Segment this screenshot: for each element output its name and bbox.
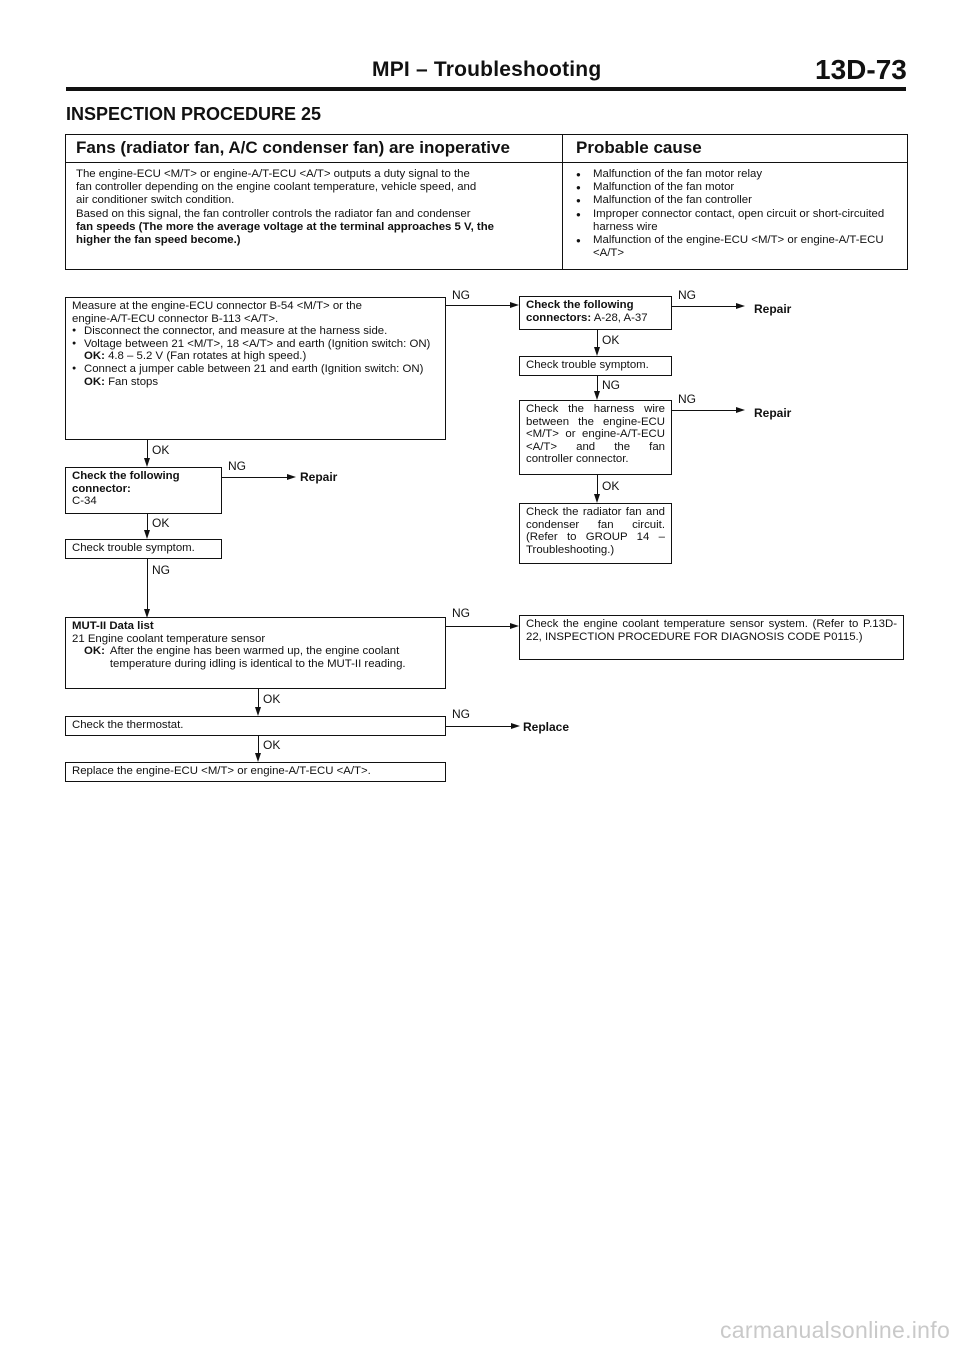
check-symptom-right-box bbox=[519, 356, 672, 376]
arrow-down-icon bbox=[594, 347, 600, 356]
table-header-rule bbox=[66, 162, 907, 163]
connector-line bbox=[258, 689, 259, 708]
measure-step: ● Voltage between 21 <M/T>, 18 <A/T> and earth (Ignition switch: ON) bbox=[72, 338, 439, 351]
check-radiator-box bbox=[519, 503, 672, 564]
check-title: Check the following bbox=[526, 299, 634, 311]
connector-line bbox=[446, 726, 511, 727]
procedure-title: INSPECTION PROCEDURE 25 bbox=[66, 104, 322, 124]
repair-label: Repair bbox=[754, 302, 792, 316]
arrow-right-icon bbox=[736, 303, 745, 309]
connector-line bbox=[147, 440, 148, 459]
arrow-down-icon bbox=[144, 530, 150, 539]
replace-ecu-box bbox=[65, 762, 446, 782]
arrow-right-icon bbox=[510, 623, 519, 629]
connector-line bbox=[258, 736, 259, 754]
measure-step: ● Connect a jumper cable between 21 and earth (Ignition switch: ON) bbox=[72, 363, 439, 376]
cause-item: ● Malfunction of the engine-ECU <M/T> or engine-A/T-ECU <A/T> bbox=[574, 234, 899, 260]
measure-connector-box bbox=[65, 297, 446, 440]
connector-line bbox=[672, 306, 736, 307]
header-rule bbox=[66, 87, 906, 91]
cause-item: ● Malfunction of the fan motor relay bbox=[574, 168, 899, 181]
check-connector-c34-box bbox=[65, 467, 222, 514]
probable-cause-list bbox=[574, 168, 899, 260]
arrow-right-icon bbox=[287, 474, 296, 480]
cause-item: ● Improper connector contact, open circuit or short-circuited harness wire bbox=[574, 208, 899, 234]
connector-ids: A-28, A-37 bbox=[593, 311, 648, 324]
repair-label: Repair bbox=[754, 406, 792, 420]
description-line: higher the fan speed become.) bbox=[76, 234, 241, 247]
arrow-right-icon bbox=[511, 723, 520, 729]
repair-label: Repair bbox=[300, 470, 338, 484]
ng-label: NG bbox=[152, 563, 170, 577]
replace-label: Replace bbox=[523, 720, 570, 734]
coolant-sensor-text: Check the engine coolant temperature sensor system. (Refer to P.13D-22, INSPECTION PROCEDURE FOR DIAGNOSIS CODE P0115.) bbox=[526, 618, 897, 643]
ok-label: OK bbox=[602, 333, 620, 347]
arrow-right-icon bbox=[510, 302, 519, 308]
section-title: MPI – Troubleshooting bbox=[372, 58, 602, 81]
arrow-down-icon bbox=[594, 391, 600, 400]
connector-id: C-34 bbox=[72, 495, 97, 508]
measure-step: ● Disconnect the connector, and measure at the harness side. bbox=[72, 325, 439, 338]
arrow-right-icon bbox=[736, 407, 745, 413]
arrow-down-icon bbox=[255, 707, 261, 716]
ng-label: NG bbox=[228, 459, 246, 473]
measure-line: Measure at the engine-ECU connector B-54 <M/T> or the bbox=[72, 300, 362, 312]
arrow-down-icon bbox=[594, 494, 600, 503]
check-symptom-text: Check trouble symptom. bbox=[72, 542, 195, 554]
description-line: air conditioner switch condition. bbox=[76, 194, 235, 207]
description-line: fan speeds (The more the average voltage at the terminal approaches 5 V, the bbox=[76, 220, 495, 233]
ng-label: NG bbox=[678, 288, 696, 302]
measure-line: engine-A/T-ECU connector B-113 <A/T>. bbox=[72, 312, 279, 325]
connector-line bbox=[147, 559, 148, 610]
replace-ecu-text: Replace the engine-ECU <M/T> or engine-A/T-ECU <A/T>. bbox=[72, 765, 371, 777]
ng-label: NG bbox=[452, 606, 470, 620]
connector-line bbox=[446, 305, 510, 306]
ok-criteria-label: OK: bbox=[84, 350, 105, 363]
watermark: carmanualsonline.info bbox=[720, 1317, 951, 1343]
ok-label: OK bbox=[152, 443, 170, 457]
check-thermostat-box bbox=[65, 716, 446, 736]
connector-line bbox=[147, 514, 148, 531]
table-divider bbox=[562, 135, 563, 269]
coolant-sensor-check-box bbox=[519, 615, 904, 660]
ok-criteria-value: 4.8 – 5.2 V (Fan rotates at high speed.) bbox=[108, 350, 307, 363]
check-connectors-a28-box bbox=[519, 296, 672, 330]
mut-data-list-box bbox=[65, 617, 446, 689]
connector-line bbox=[446, 626, 510, 627]
ng-label: NG bbox=[452, 288, 470, 302]
ng-label: NG bbox=[602, 378, 620, 392]
arrow-down-icon bbox=[144, 458, 150, 467]
ok-label: OK bbox=[263, 738, 281, 752]
description-line: Based on this signal, the fan controller controls the radiator fan and condenser bbox=[76, 207, 471, 220]
cause-item: ● Malfunction of the fan motor bbox=[574, 181, 899, 194]
mut-title: MUT-II Data list bbox=[72, 620, 154, 632]
cause-item: ● Malfunction of the fan controller bbox=[574, 194, 899, 207]
mut-item: 21 Engine coolant temperature sensor bbox=[72, 632, 266, 645]
connector-line bbox=[597, 376, 598, 392]
ng-label: NG bbox=[678, 392, 696, 406]
ng-label: NG bbox=[452, 707, 470, 721]
arrow-down-icon bbox=[255, 753, 261, 762]
connector-line bbox=[597, 475, 598, 495]
ok-criteria-value: After the engine has been warmed up, the engine coolant temperature during idling is identical to the MUT-II reading. bbox=[109, 645, 406, 670]
harness-text: Check the harness wire between the engine-ECU <M/T> or engine-A/T-ECU <A/T> and the fan controller connector. bbox=[526, 403, 665, 466]
ok-criteria-label: OK: bbox=[84, 645, 105, 658]
thermostat-text: Check the thermostat. bbox=[72, 719, 184, 731]
connectors-label: connectors: bbox=[526, 311, 592, 324]
probable-cause-header: Probable cause bbox=[576, 138, 702, 157]
check-symptom-left-box bbox=[65, 539, 222, 559]
page-number: 13D-73 bbox=[815, 54, 907, 85]
radiator-text: Check the radiator fan and condenser fan circuit. (Refer to GROUP 14 – Troubleshooting.) bbox=[526, 506, 665, 556]
symptom-table bbox=[65, 134, 908, 270]
description-line: The engine-ECU <M/T> or engine-A/T-ECU <A/T> outputs a duty signal to the bbox=[76, 168, 470, 180]
check-symptom-text: Check trouble symptom. bbox=[526, 359, 649, 371]
ok-label: OK bbox=[263, 692, 281, 706]
ok-label: OK bbox=[602, 479, 620, 493]
connector-line bbox=[222, 477, 287, 478]
connector-line bbox=[672, 410, 736, 411]
description-line: fan controller depending on the engine coolant temperature, vehicle speed, and bbox=[76, 181, 477, 194]
connector-line bbox=[597, 330, 598, 348]
ok-criteria-label: OK: bbox=[84, 375, 105, 388]
ok-label: OK bbox=[152, 516, 170, 530]
ok-criteria-value: Fan stops bbox=[108, 375, 159, 388]
check-harness-box bbox=[519, 400, 672, 475]
check-title: Check the following connector: bbox=[72, 470, 180, 495]
symptom-description bbox=[76, 168, 556, 247]
symptom-header: Fans (radiator fan, A/C condenser fan) are inoperative bbox=[76, 138, 510, 157]
